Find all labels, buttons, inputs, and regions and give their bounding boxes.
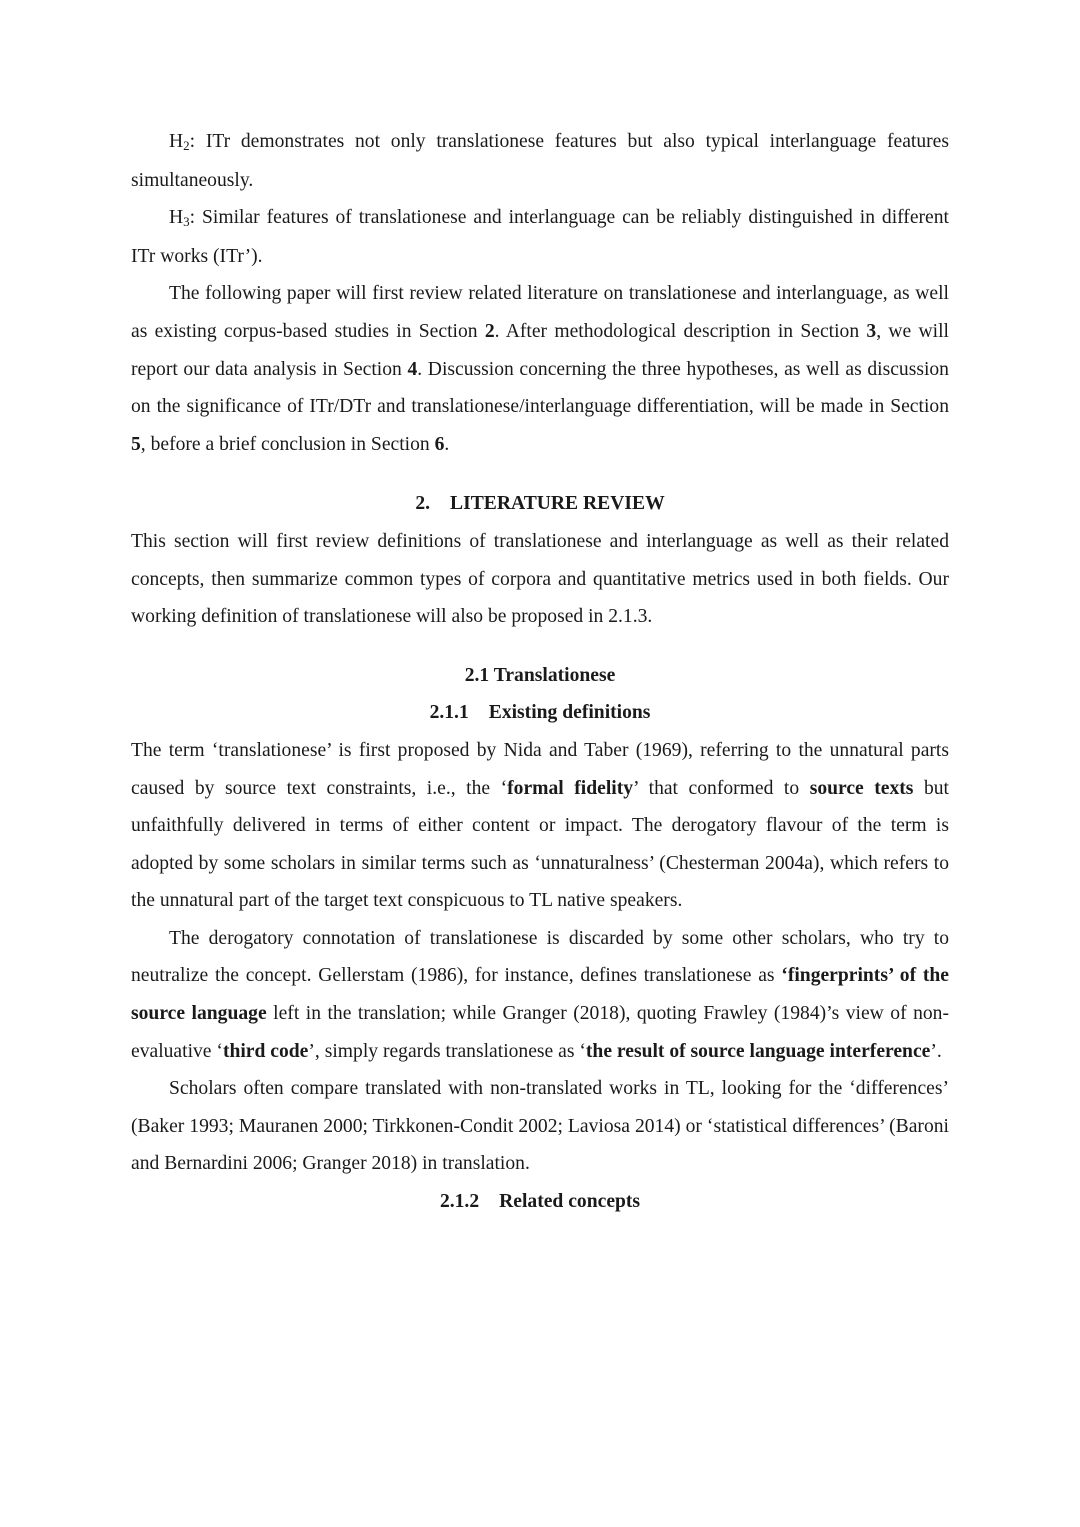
definitions-paragraph-1 [131,732,949,920]
bold-term: formal fidelity [507,777,634,799]
text-run: The term ‘translationese’ is first proposed by Nida and Taber (1969), referring to the unnatural parts caused by source text constraints, i.e., the ‘ [131,739,949,799]
bold-term: ‘fingerprints’ of the source language [131,965,949,1025]
section-title: Existing definitions [488,702,651,724]
section-heading-literature-review [131,485,949,523]
hypothesis-h2 [131,123,949,199]
text-run: . After methodological description in Section [494,320,867,342]
paper-outline-paragraph [131,275,949,463]
text-run: ’. [930,1040,942,1062]
text-run: The following paper will first review related literature on translationese and interlanguage, as well as existing corpus-based studies in Section [131,283,949,342]
section-ref: 5 [131,433,141,455]
section-ref: 6 [434,433,445,455]
definitions-paragraph-3: Scholars often compare translated with non-translated works in TL, looking for the ‘differences’ (Baker 1993; Mauranen 2000; Tirkkonen-Condit 2002; Laviosa 2014) or ‘statistical differences’ (Baroni and Bernardini 2006; Granger 2018) in translation. [131,1078,949,1175]
section-title: LITERATURE REVIEW [450,493,665,515]
section-title: Related concepts [499,1191,641,1213]
section-ref: 4 [407,358,418,380]
section-number: 2. [415,493,431,515]
text-run: left in the translation; while Granger (2018), quoting Frawley (1984)’s view of non-evaluative ‘ [131,1003,949,1062]
text-run: . [444,433,450,455]
text-run: . Discussion concerning the three hypotheses, as well as discussion on the significance of ITr/DTr and translationese/interlanguage differentiation, will be made in Section [131,358,949,418]
text-run: ’ that conformed to [633,777,810,799]
bold-term: source texts [809,777,914,799]
section-number: 2.1.2 [439,1191,480,1213]
section-ref: 2 [484,320,495,342]
hypothesis-label: H [169,131,184,152]
text-run: The derogatory connotation of translationese is discarded by some other scholars, who try to neutralize the concept. Gellerstam (1986), for instance, defines translationese as [131,927,949,987]
definitions-paragraph-2 [131,920,949,1070]
section-intro-paragraph: This section will first review definitions of translationese and interlanguage as well as their related concepts, then summarize common types of corpora and quantitative metrics used in both fields. Our working definition of translationese will also be proposed in 2.1.3. [131,530,949,628]
document-page [131,123,949,1221]
text-run: ’, simply regards translationese as ‘ [308,1040,586,1062]
subsubsection-heading-related-concepts [131,1183,949,1221]
hypothesis-text: : Similar features of translationese and interlanguage can be reliably distinguished in different ITr works (ITr’). [131,207,949,267]
hypothesis-subscript: 3 [183,214,190,230]
section-number: 2.1.1 [429,702,469,724]
text-run: , we will report our data analysis in Section [131,320,949,380]
bold-term: third code [222,1040,309,1062]
subsection-heading-translationese: 2.1 Translationese [464,664,616,686]
bold-term: the result of source language interference [585,1040,931,1062]
text-run: but unfaithfully delivered in terms of either content or impact. The derogatory flavour of the term is adopted by some scholars in similar terms such as ‘unnaturalness’ (Chesterman 2004a), which refers to the unnatural part of the target text conspicuous to TL native speakers. [131,777,949,912]
hypothesis-text: : ITr demonstrates not only translationese features but also typical interlanguage features simultaneously. [131,131,949,191]
section-ref: 3 [866,320,877,342]
hypothesis-label: H [169,207,184,229]
text-run: , before a brief conclusion in Section [140,433,435,455]
hypothesis-subscript: 2 [183,138,190,153]
hypothesis-h3 [131,199,949,275]
subsubsection-heading-existing-definitions [131,694,949,732]
